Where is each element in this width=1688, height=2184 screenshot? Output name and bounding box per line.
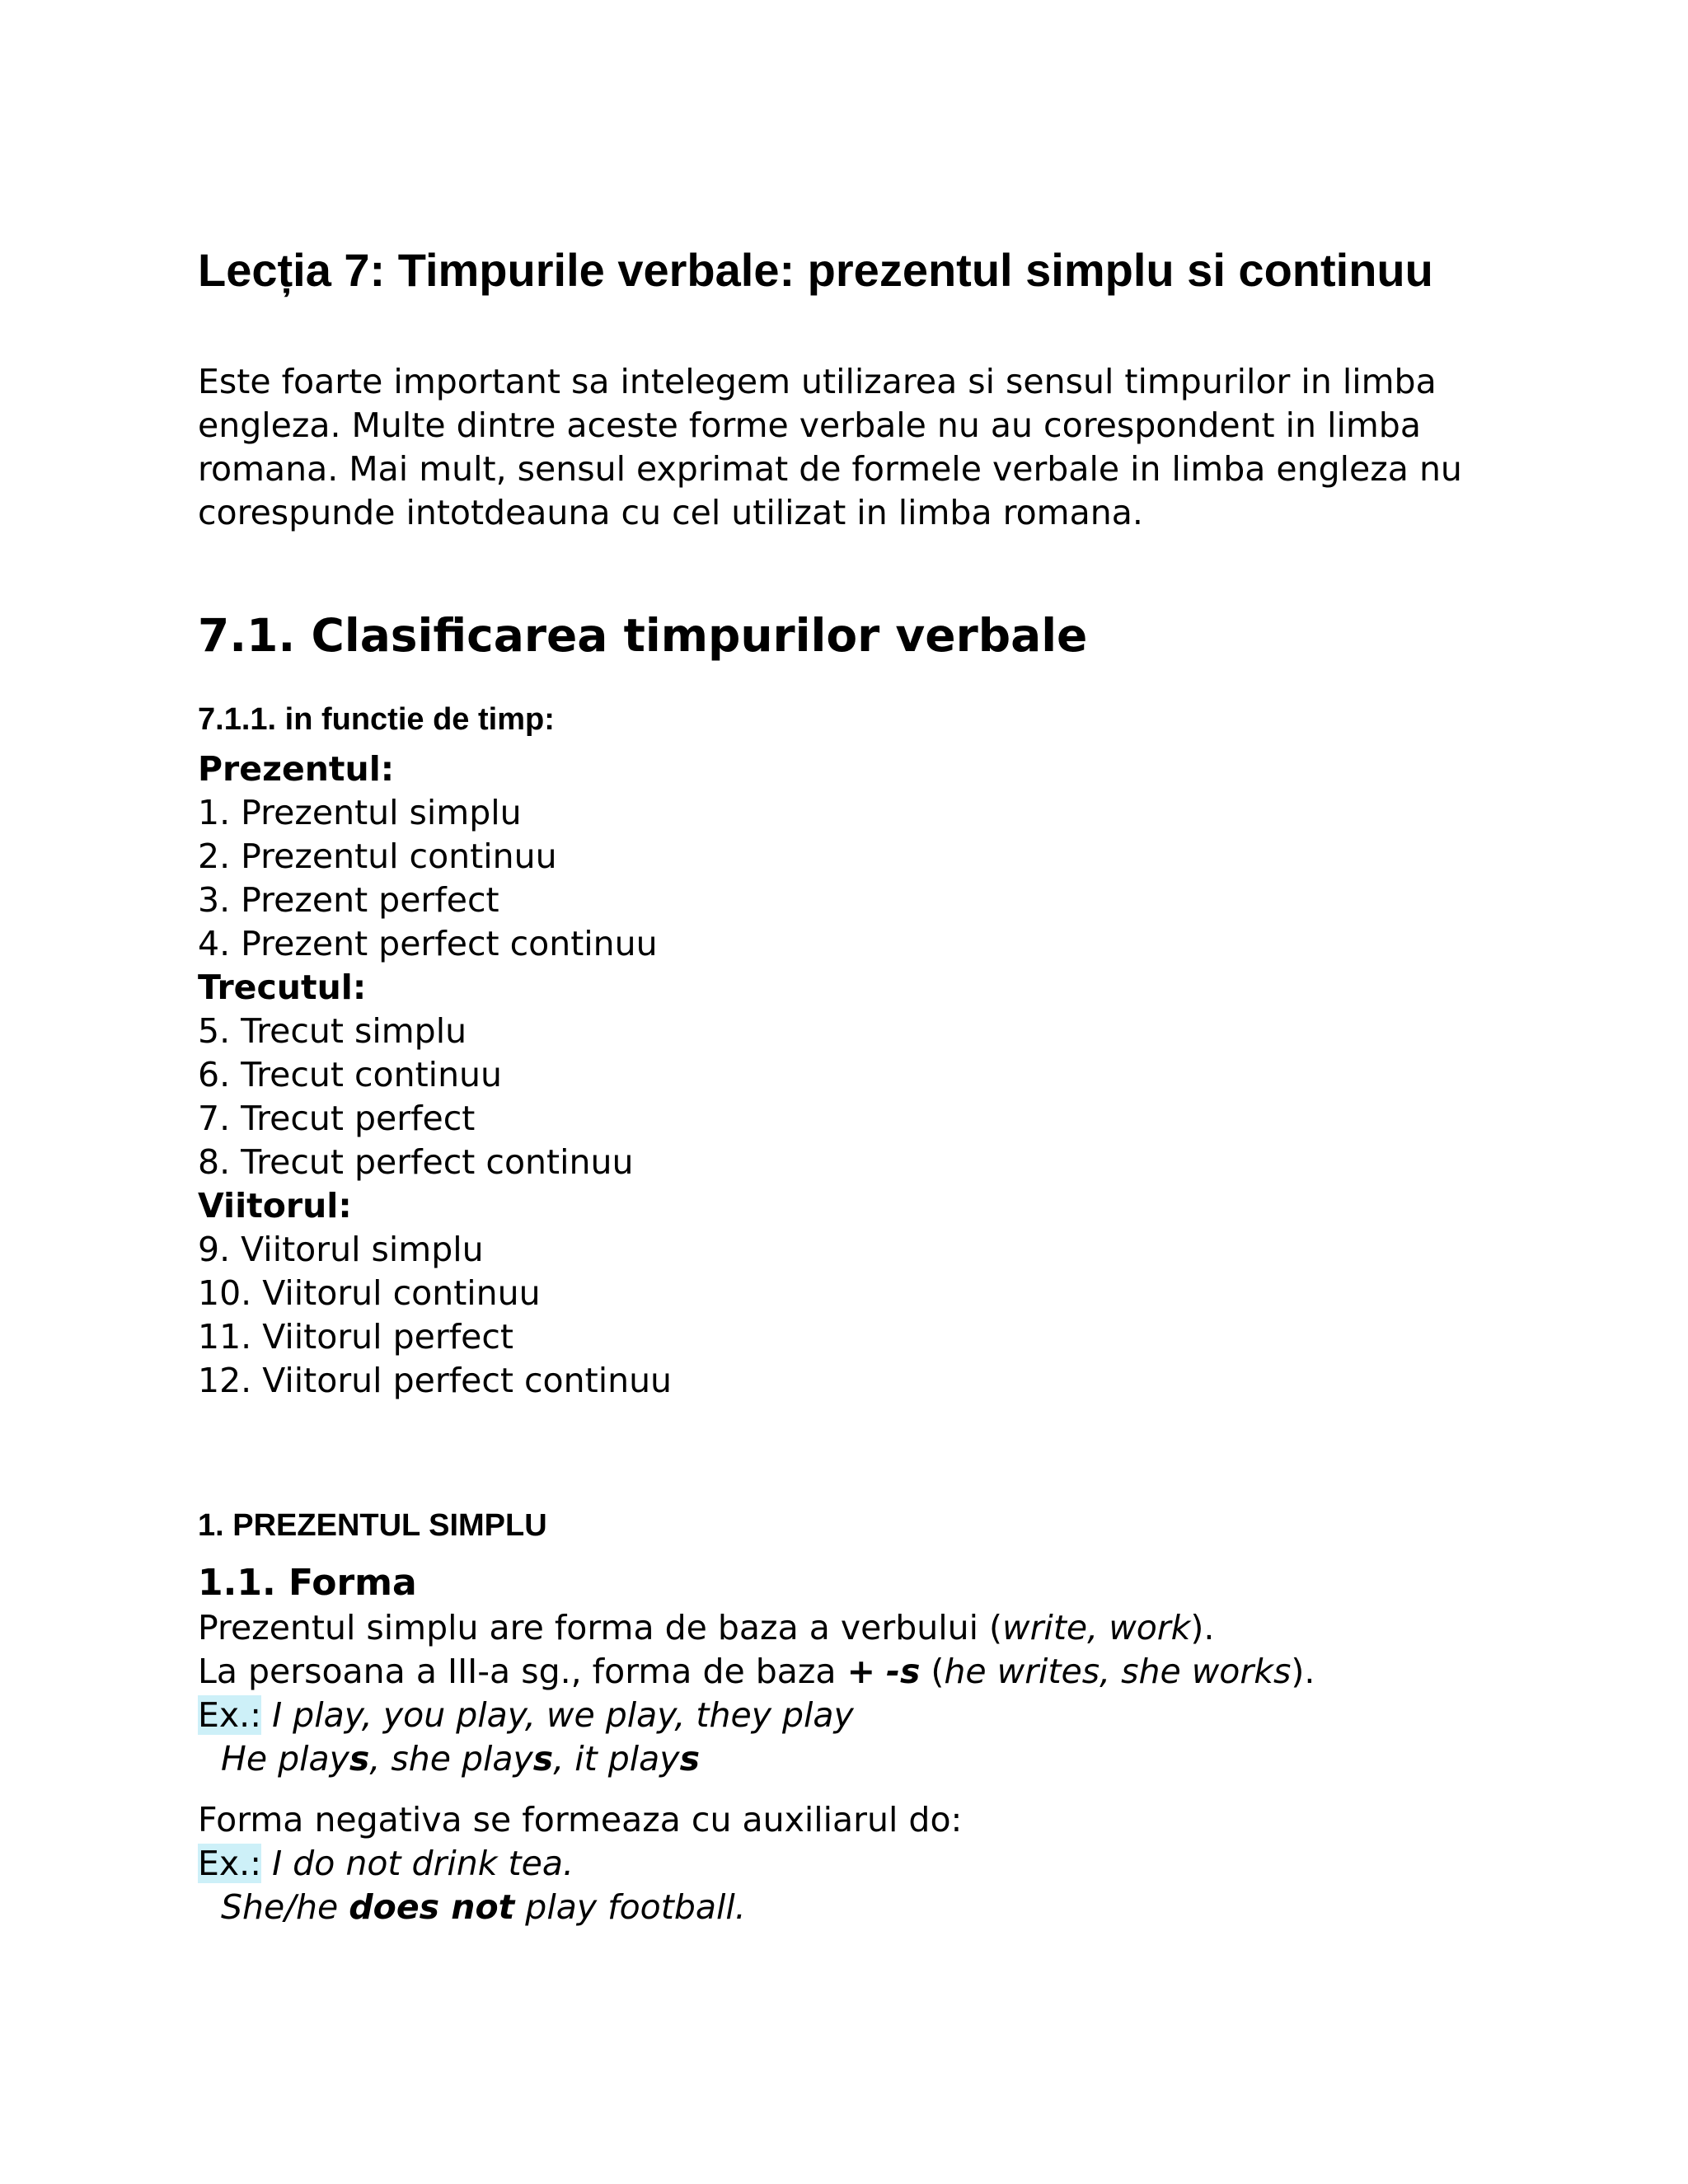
text-run: ). [1291,1652,1315,1691]
tense-list [198,748,672,1403]
list-item: 1. Prezentul simplu [198,793,522,832]
list-item: 8. Trecut perfect continuu [198,1142,634,1182]
text-run: Prezentul simplu are forma de baza a verbului ( [198,1608,1003,1647]
suffix-s: -s [885,1652,921,1691]
list-item: 6. Trecut continuu [198,1055,503,1094]
intro-line: Este foarte important sa intelegem utilizarea si sensul timpurilor in limba [198,362,1437,401]
list-item: 2. Prezentul continuu [198,837,557,876]
text-run: ). [1190,1608,1215,1647]
example-text: I play, you play, we play, they play [272,1695,854,1735]
text-run: He play [221,1739,349,1779]
intro-line: romana. Mai mult, sensul exprimat de formele verbale in limba engleza nu [198,449,1462,489]
example-line [198,1694,854,1737]
text-run: , she play [369,1739,533,1779]
bold-suffix: s [679,1739,700,1779]
list-item: 12. Viitorul perfect continuu [198,1361,673,1400]
list-item: 5. Trecut simplu [198,1011,467,1051]
bold-suffix: s [349,1739,370,1779]
negative-form-intro: Forma negativa se formeaza cu auxiliarul do: [198,1800,963,1840]
list-item: 7. Trecut perfect [198,1099,476,1138]
intro-paragraph [198,360,1550,535]
section-heading: 7.1. Clasificarea timpurilor verbale [198,609,1088,662]
italic-run: write, work [1002,1608,1191,1647]
intro-line: corespunde intotdeauna cu cel utilizat in limba romana. [198,493,1143,532]
text-run: , it play [553,1739,680,1779]
subsection-heading: 7.1.1. in functie de timp: [198,702,555,737]
italic-run: he writes, she works [944,1652,1292,1691]
forma-heading: 1.1. Forma [198,1562,417,1604]
text-run: ( [920,1652,945,1691]
example-text: I do not drink tea. [272,1844,574,1883]
text-run: She/he [221,1887,349,1927]
example-line [198,1737,700,1781]
list-item: 10. Viitorul continuu [198,1273,541,1313]
example-line [198,1842,574,1886]
group-label-future: Viitorul: [198,1186,352,1226]
intro-line: engleza. Multe dintre aceste forme verbale nu au corespondent in limba [198,405,1421,445]
list-item: 4. Prezent perfect continuu [198,924,658,963]
list-item: 9. Viitorul simplu [198,1230,484,1269]
plus-sign: + [846,1652,875,1691]
part-heading: 1. PREZENTUL SIMPLU [198,1508,547,1543]
group-label-past: Trecutul: [198,968,367,1007]
example-label: Ex.: [198,1695,262,1735]
bold-suffix: s [532,1739,554,1779]
text-run: play football. [514,1887,746,1927]
lesson-title: Lecția 7: Timpurile verbale: prezentul simplu si continuu [198,244,1433,296]
example-label: Ex.: [198,1844,262,1883]
bold-run: does not [349,1887,515,1927]
example-line [198,1886,746,1929]
list-item: 3. Prezent perfect [198,880,499,920]
third-person-rule-line [198,1650,1315,1694]
group-label-present: Prezentul: [198,749,395,789]
form-description-line [198,1606,1214,1650]
list-item: 11. Viitorul perfect [198,1317,513,1357]
text-run: La persoana a III-a sg., forma de baza [198,1652,847,1691]
